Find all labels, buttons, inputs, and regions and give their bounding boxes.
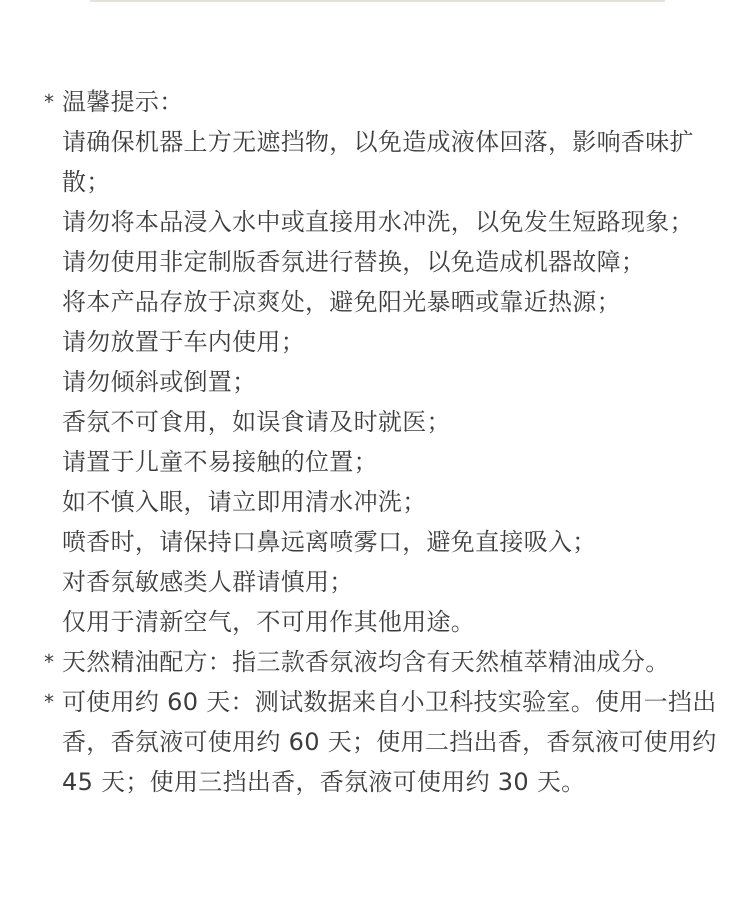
tip-item: 请确保机器上方无遮挡物，以免造成液体回落，影响香味扩散； <box>62 128 694 196</box>
tips-title: 温馨提示： <box>62 88 184 116</box>
tips-heading <box>0 82 750 122</box>
essential-oil-note <box>0 642 750 682</box>
tips-list <box>0 122 750 642</box>
note-bullet: * <box>44 690 55 714</box>
tip-item: 请勿放置于车内使用； <box>62 328 305 356</box>
top-divider <box>90 0 665 2</box>
tip-item: 香氛不可食用，如误食请及时就医； <box>62 408 451 436</box>
note-bullet: * <box>44 650 55 674</box>
tip-item: 将本产品存放于凉爽处，避免阳光暴晒或靠近热源； <box>62 288 621 316</box>
tip-item: 请置于儿童不易接触的位置； <box>62 448 378 476</box>
usage-duration-text: 可使用约 60 天：测试数据来自小卫科技实验室。使用一挡出香，香氛液可使用约 60 天；使用二挡出香，香氛液可使用约 45 天；使用三挡出香，香氛液可使用约 30 天。 <box>62 688 717 796</box>
product-notes <box>0 82 750 802</box>
tip-item: 请勿将本品浸入水中或直接用水冲洗，以免发生短路现象； <box>62 208 694 236</box>
tip-item: 请勿倾斜或倒置； <box>62 368 257 396</box>
tip-item: 对香氛敏感类人群请慎用； <box>62 568 354 596</box>
heading-bullet: * <box>44 90 55 114</box>
tip-item: 如不慎入眼，请立即用清水冲洗； <box>62 488 427 516</box>
tip-item: 请勿使用非定制版香氛进行替换，以免造成机器故障； <box>62 248 646 276</box>
usage-duration-note <box>0 682 750 802</box>
tip-item: 仅用于清新空气，不可用作其他用途。 <box>62 608 476 636</box>
essential-oil-text: 天然精油配方：指三款香氛液均含有天然植萃精油成分。 <box>62 648 670 676</box>
tip-item: 喷香时，请保持口鼻远离喷雾口，避免直接吸入； <box>62 528 597 556</box>
